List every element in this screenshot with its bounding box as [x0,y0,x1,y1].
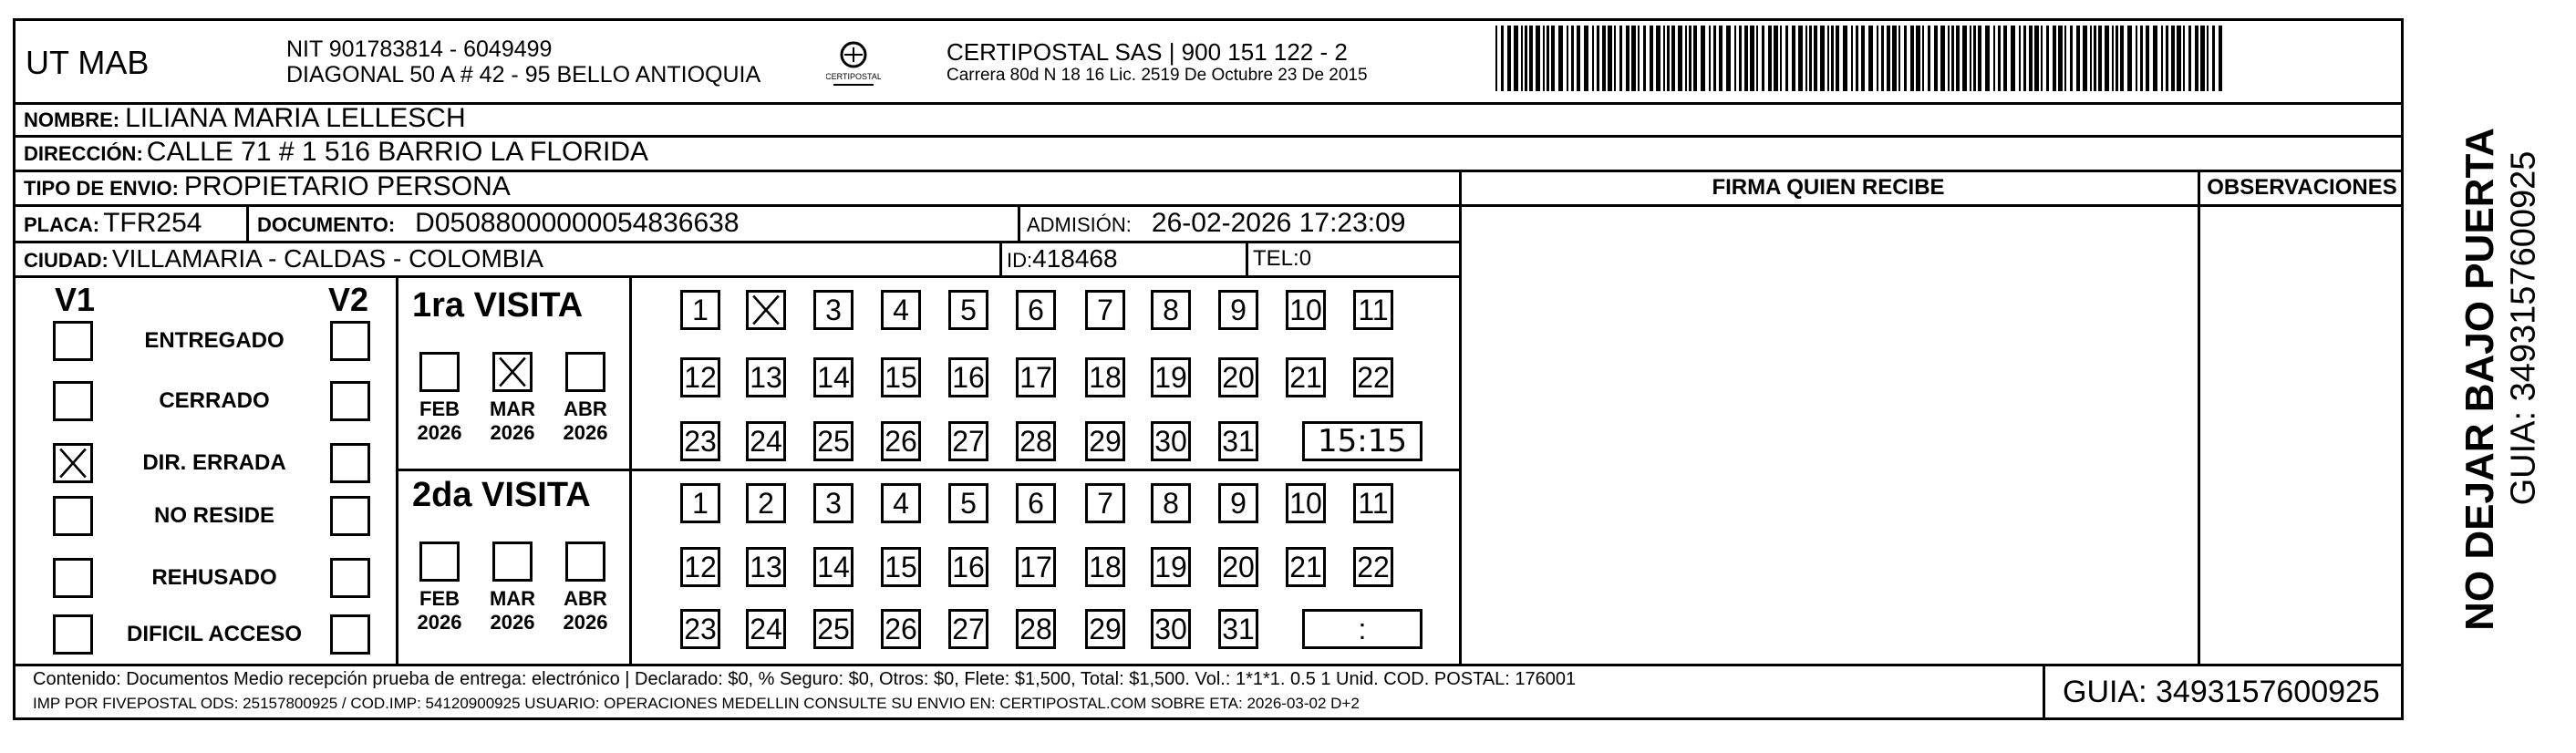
svg-text:CERTIPOSTAL: CERTIPOSTAL [826,72,881,81]
tipo-label: TIPO DE ENVIO: [24,177,179,200]
footer-guia: GUIA: 3493157600925 [2063,675,2380,709]
day-box[interactable]: 26 [881,609,921,649]
placa-label: PLACA: [24,213,100,236]
day-box[interactable]: 16 [948,357,988,397]
day-box[interactable]: 14 [813,547,853,587]
documento-label: DOCUMENTO: [257,213,396,236]
day-box[interactable]: 16 [948,547,988,587]
day-box[interactable]: 29 [1085,421,1125,461]
day-box[interactable]: 30 [1151,609,1191,649]
day-box[interactable]: 9 [1218,483,1258,523]
day-box[interactable]: 13 [746,547,786,587]
day-box[interactable]: 13 [746,357,786,397]
sender-address: DIAGONAL 50 A # 42 - 95 BELLO ANTIOQUIA [286,62,761,88]
tipo-value: PROPIETARIO PERSONA [183,171,511,201]
tel-label: TEL: [1253,246,1299,271]
barcode [1495,26,2225,91]
admision-label: ADMISIÓN: [1027,213,1132,236]
ciudad-label: CIUDAD: [24,249,109,272]
sender-name: UT MAB [26,44,150,81]
row-line [13,241,1461,243]
day-box[interactable]: 24 [746,609,786,649]
id-value: 418468 [1032,244,1118,273]
direccion-label: DIRECCIÓN: [24,142,143,165]
day-box[interactable]: 17 [1016,547,1056,587]
carrier-line2: Carrera 80d N 18 16 Lic. 2519 De Octubre 23 De 2015 [947,66,1368,85]
row-line [13,275,1461,278]
nombre-label: NOMBRE: [24,108,120,131]
month-label: MAR [489,397,536,420]
month-checkbox[interactable] [419,352,460,392]
ciudad-value: VILLAMARIA - CALDAS - COLOMBIA [111,244,543,273]
day-box[interactable]: 14 [813,357,853,397]
status-v2-checkbox[interactable] [330,381,370,421]
status-v2-checkbox[interactable] [330,321,370,361]
day-box[interactable]: 21 [1286,547,1326,587]
day-box[interactable]: 11 [1353,290,1393,330]
day-box[interactable]: 1 [680,290,720,330]
month-checkbox[interactable] [565,542,605,582]
day-box[interactable]: 3 [813,290,853,330]
day-box[interactable]: 24 [746,421,786,461]
status-label: NO RESIDE [153,503,275,528]
tel-row [1253,246,1311,272]
day-box[interactable]: 31 [1218,609,1258,649]
placa-row [24,208,202,239]
status-v2-checkbox[interactable] [330,496,370,536]
col-divider [2198,170,2200,665]
status-v1-checkbox[interactable] [53,496,93,536]
day-box[interactable]: 23 [680,609,720,649]
day-box[interactable]: 19 [1151,357,1191,397]
nombre-value: LILIANA MARIA LELLESCH [125,103,466,133]
nombre-row [24,103,466,134]
month-checkbox[interactable] [492,352,533,392]
year-label: 2026 [417,421,462,444]
year-label: 2026 [490,611,535,634]
day-box[interactable]: 12 [680,357,720,397]
certipostal-logo [826,36,881,89]
year-label: 2026 [490,421,535,444]
observaciones-header: OBSERVACIONES [2207,175,2397,200]
day-box[interactable]: 27 [948,421,988,461]
footer-line1: Contenido: Documentos Medio recepción prueba de entrega: electrónico | Declarado: $0, % Seguro: $0, Otros: $0, Flete: $1,500, Total: $1,500. Vol.: 1*1*1. 0.5 1 Unid. COD. POSTAL: 176001 [33,669,1577,689]
day-box[interactable]: 18 [1085,357,1125,397]
cell-divider [1018,204,1020,241]
day-box[interactable]: 4 [881,290,921,330]
side-warning: NO DEJAR BAJO PUERTA [2457,128,2502,631]
footer-guia-divider [2043,664,2045,720]
placa-value: TFR254 [103,208,202,238]
status-v2-checkbox[interactable] [330,558,370,598]
status-v2-checkbox[interactable] [330,443,370,483]
status-v1-checkbox[interactable] [53,443,93,483]
day-box[interactable]: 20 [1218,547,1258,587]
cell-divider [999,241,1002,275]
day-box[interactable]: 30 [1151,421,1191,461]
month-label: FEB [419,587,460,610]
day-box[interactable]: 22 [1353,357,1393,397]
year-label: 2026 [563,611,608,634]
day-box[interactable]: 10 [1286,290,1326,330]
sender-nit: NIT 901783814 - 6049499 [286,36,553,62]
day-box[interactable] [746,290,786,330]
day-box[interactable]: 28 [1016,609,1056,649]
side-guia: GUIA: 3493157600925 [2504,150,2543,506]
day-box[interactable]: 12 [680,547,720,587]
day-box[interactable]: 6 [1016,483,1056,523]
documento-value: D05088000000054836638 [415,208,740,238]
day-box[interactable]: 23 [680,421,720,461]
day-box[interactable]: 1 [680,483,720,523]
day-box[interactable]: 7 [1085,483,1125,523]
month-checkbox[interactable] [419,542,460,582]
status-v1-checkbox[interactable] [53,381,93,421]
day-box[interactable]: 31 [1218,421,1258,461]
month-checkbox[interactable] [565,352,605,392]
admision-row [1027,208,1405,239]
day-box[interactable]: 26 [881,421,921,461]
header-underline [1459,204,2404,207]
day-box[interactable]: 10 [1286,483,1326,523]
day-box[interactable]: 6 [1016,290,1056,330]
day-box[interactable]: 28 [1016,421,1056,461]
day-box[interactable]: 8 [1151,483,1191,523]
month-label: FEB [419,397,460,420]
visit-separator [396,469,1459,471]
day-box[interactable]: 25 [813,609,853,649]
day-box[interactable]: 11 [1353,483,1393,523]
status-label: DIR. ERRADA [142,450,286,475]
status-label: REHUSADO [151,565,277,590]
day-box[interactable]: 19 [1151,547,1191,587]
day-box[interactable]: 15 [881,357,921,397]
status-v1-checkbox[interactable] [53,614,93,655]
day-box[interactable]: 21 [1286,357,1326,397]
footer-line2: IMP POR FIVEPOSTAL ODS: 25157800925 / COD.IMP: 54120900925 USUARIO: OPERACIONES MEDELLIN CONSULTE SU ENVIO EN: CERTIPOSTAL.COM SOBRE ETA: 2026-03-02 D+2 [33,695,1360,712]
day-box[interactable]: 17 [1016,357,1056,397]
day-box[interactable]: 2 [746,483,786,523]
day-box[interactable]: 8 [1151,290,1191,330]
status-v1-checkbox[interactable] [53,321,93,361]
direccion-row [24,137,648,168]
carrier-line1: CERTIPOSTAL SAS | 900 151 122 - 2 [947,38,1348,66]
v1-header: V1 [55,281,96,318]
id-label: ID: [1007,249,1033,272]
second-visit-title: 2da VISITA [412,476,591,514]
month-label: ABR [564,587,607,610]
day-box[interactable]: 18 [1085,547,1125,587]
day-box[interactable]: 15 [881,547,921,587]
cell-divider [246,204,249,241]
time-box[interactable]: : [1302,609,1422,649]
day-box[interactable]: 27 [948,609,988,649]
day-box[interactable]: 20 [1218,357,1258,397]
documento-row [257,208,740,239]
day-box[interactable]: 29 [1085,609,1125,649]
day-box[interactable]: 3 [813,483,853,523]
id-row [1007,244,1118,273]
time-box[interactable]: 15:15 [1302,421,1422,461]
v2-header: V2 [328,281,369,318]
day-box[interactable]: 5 [948,290,988,330]
status-v1-checkbox[interactable] [53,558,93,598]
admision-value: 26-02-2026 17:23:09 [1151,208,1406,238]
cell-divider [1246,241,1248,275]
day-box[interactable]: 7 [1085,290,1125,330]
tel-value: 0 [1298,246,1312,271]
col-divider [1459,170,1462,665]
day-box[interactable]: 25 [813,421,853,461]
tipo-row [24,171,511,202]
year-label: 2026 [417,611,462,634]
direccion-value: CALLE 71 # 1 516 BARRIO LA FLORIDA [146,137,649,167]
first-visit-title: 1ra VISITA [412,286,584,325]
ciudad-row [24,244,543,273]
day-box[interactable]: 9 [1218,290,1258,330]
month-checkbox[interactable] [492,542,533,582]
day-box[interactable]: 4 [881,483,921,523]
firma-header: FIRMA QUIEN RECIBE [1712,175,1945,200]
month-label: MAR [489,587,536,610]
day-box[interactable]: 22 [1353,547,1393,587]
year-label: 2026 [563,421,608,444]
day-box[interactable]: 5 [948,483,988,523]
status-label: DIFICIL ACCESO [126,622,302,646]
status-label: CERRADO [159,388,270,413]
month-label: ABR [564,397,607,420]
status-label: ENTREGADO [144,328,284,353]
status-v2-checkbox[interactable] [330,614,370,655]
